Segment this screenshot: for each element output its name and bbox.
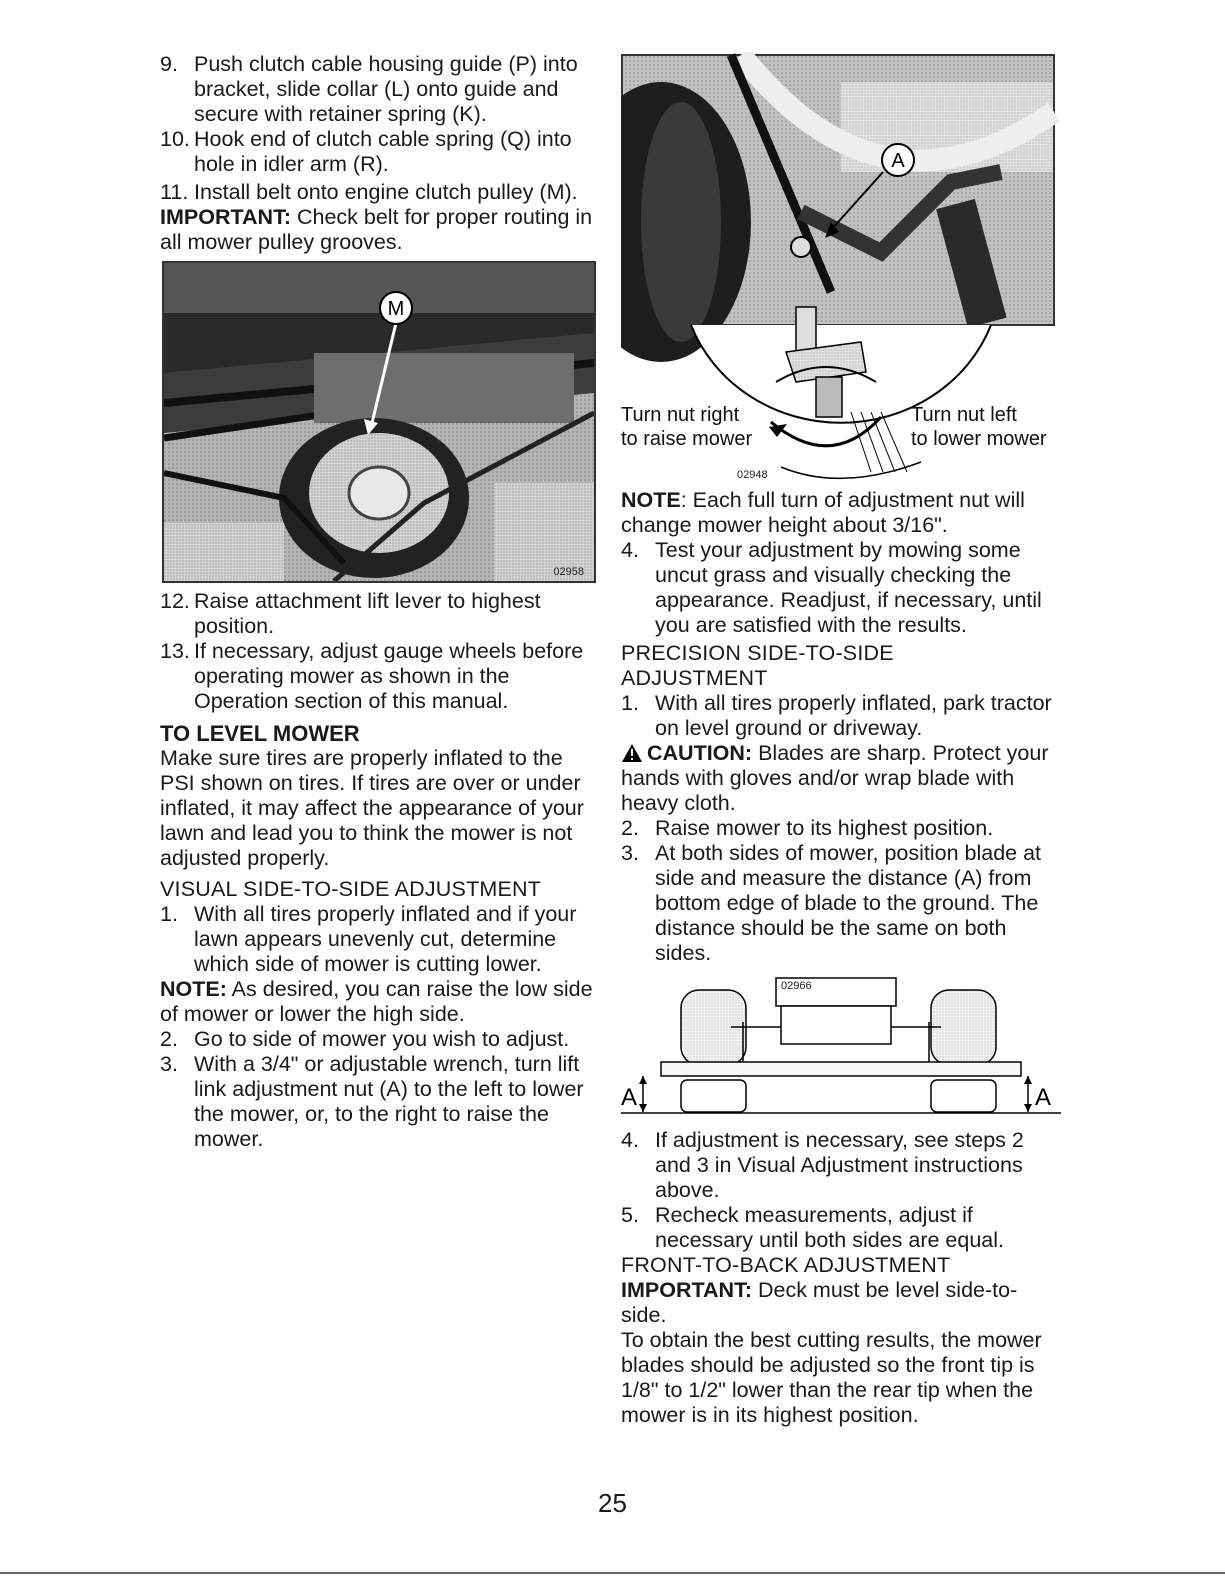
step-number: 13.	[160, 639, 190, 663]
step-text: At both sides of mower, position blade at side and measure the distance (A) from bottom edge of blade to the ground. The distance should be the same on both sides.	[655, 841, 1042, 965]
adjustment-nut-figure	[621, 52, 1061, 482]
turn-left-label: Turn nut left	[911, 404, 1017, 426]
note-label: NOTE:	[160, 977, 227, 1001]
visual-adjustment-heading: VISUAL SIDE-TO-SIDE ADJUSTMENT	[160, 877, 542, 901]
step-text: Push clutch cable housing guide (P) into bracket, slide collar (L) onto guide and secure with retainer spring (K).	[194, 52, 578, 126]
visual-step-1	[160, 902, 600, 977]
caution-text: Blades are sharp. Protect your hands with gloves and/or wrap blade with heavy cloth.	[621, 741, 1049, 815]
step-4-test	[621, 538, 1061, 638]
step-number: 2.	[160, 1027, 178, 1051]
step-number: 2.	[621, 816, 639, 840]
step-11	[160, 180, 600, 205]
level-intro-text: Make sure tires are properly inflated to the PSI shown on tires. If tires are over or under inflated, it may affect the appearance of your lawn and lead you to think the mower is not adjusted properly.	[160, 746, 584, 870]
step-text: With all tires properly inflated, park tractor on level ground or driveway.	[655, 691, 1052, 740]
step-number: 4.	[621, 1128, 639, 1152]
precision-heading-line1: PRECISION SIDE-TO-SIDE	[621, 641, 894, 665]
step-number: 1.	[621, 691, 639, 715]
step-text: Test your adjustment by mowing some uncut grass and visually checking the appearance. Readjust, if necessary, until you are satisfied with the results.	[655, 538, 1042, 637]
note-label: NOTE	[621, 488, 681, 512]
left-column	[160, 52, 600, 1152]
figure-code: 02948	[737, 469, 768, 481]
distance-a-right: A	[1035, 1084, 1052, 1111]
step-number: 10.	[160, 127, 190, 151]
callout-m: M	[387, 298, 405, 320]
step-number: 9.	[160, 52, 178, 76]
important-label: IMPORTANT:	[160, 205, 291, 229]
front-to-back-heading: FRONT-TO-BACK ADJUSTMENT	[621, 1253, 951, 1277]
precision-step-5	[621, 1203, 1061, 1253]
precision-step-3	[621, 841, 1061, 966]
precision-step-2	[621, 816, 1061, 841]
important-note-2	[621, 1278, 1061, 1328]
precision-step-1	[621, 691, 1061, 741]
step-text: Recheck measurements, adjust if necessary until both sides are equal.	[655, 1203, 1004, 1252]
step-text: With all tires properly inflated and if your lawn appears unevenly cut, determine which side of mower is cutting lower.	[194, 902, 577, 976]
important-text: Check belt for proper routing in all mower pulley grooves.	[160, 205, 593, 254]
step-10	[160, 127, 600, 177]
lower-mower-label: to lower mower	[911, 428, 1047, 450]
caution-label: CAUTION:	[647, 741, 753, 765]
important-text: Deck must be level side-to-side.	[621, 1278, 1018, 1327]
note-1	[160, 977, 600, 1027]
step-13	[160, 639, 600, 714]
precision-heading-line2: ADJUSTMENT	[621, 666, 768, 690]
note-text: : Each full turn of adjustment nut will change mower height about 3/16".	[621, 488, 1025, 537]
raise-mower-label: to raise mower	[621, 428, 753, 450]
step-number: 3.	[160, 1052, 178, 1076]
note-2	[621, 488, 1061, 538]
step-number: 12.	[160, 589, 190, 613]
belt-pulley-photo	[162, 261, 596, 583]
note-text: As desired, you can raise the low side of mower or lower the high side.	[160, 977, 593, 1026]
precision-step-4	[621, 1128, 1061, 1203]
step-number: 3.	[621, 841, 639, 865]
step-number: 11.	[160, 180, 189, 204]
distance-a-left: A	[621, 1084, 638, 1111]
step-12	[160, 589, 600, 639]
step-text: If adjustment is necessary, see steps 2 and 3 in Visual Adjustment instructions above.	[655, 1128, 1024, 1202]
step-9	[160, 52, 600, 127]
visual-step-3	[160, 1052, 600, 1152]
turn-right-label: Turn nut right	[621, 404, 740, 426]
step-number: 4.	[621, 538, 639, 562]
front-to-back-text: To obtain the best cutting results, the mower blades should be adjusted so the front tip is 1/8" to 1/2" lower than the rear tip when the mower is in its highest position.	[621, 1328, 1042, 1427]
deck-level-diagram	[621, 972, 1061, 1122]
page-number: 25	[598, 1488, 627, 1518]
right-column	[621, 52, 1061, 1428]
caution-note	[621, 741, 1061, 816]
step-number: 5.	[621, 1203, 639, 1227]
important-label: IMPORTANT:	[621, 1278, 752, 1302]
figure-code: 02966	[781, 980, 812, 992]
warning-triangle-icon	[621, 743, 643, 763]
step-text: If necessary, adjust gauge wheels before operating mower as shown in the Operation section of this manual.	[194, 639, 584, 713]
important-note-1	[160, 205, 600, 255]
step-number: 1.	[160, 902, 178, 926]
step-text: With a 3/4" or adjustable wrench, turn lift link adjustment nut (A) to the left to lower the mower, or, to the right to raise the mower.	[194, 1052, 584, 1151]
callout-a: A	[891, 150, 905, 172]
step-text: Hook end of clutch cable spring (Q) into hole in idler arm (R).	[194, 127, 572, 176]
step-text: Raise attachment lift lever to highest position.	[194, 589, 541, 638]
figure-code: 02958	[553, 566, 584, 578]
step-text: Raise mower to its highest position.	[655, 816, 994, 840]
visual-step-2	[160, 1027, 600, 1052]
step-text: Install belt onto engine clutch pulley (M).	[194, 180, 578, 204]
bottom-rule	[0, 1572, 1225, 1574]
step-text: Go to side of mower you wish to adjust.	[194, 1027, 570, 1051]
to-level-mower-heading: TO LEVEL MOWER	[160, 721, 360, 746]
